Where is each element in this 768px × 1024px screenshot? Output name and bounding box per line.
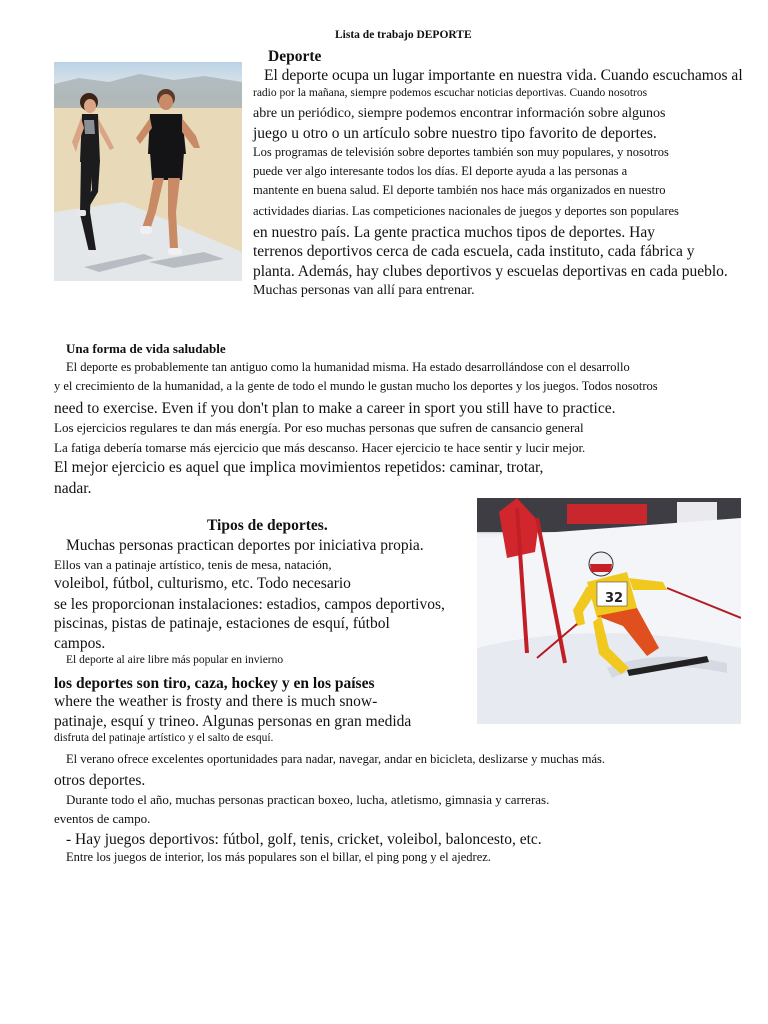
section3-line: piscinas, pistas de patinaje, estaciones de esquí, fútbol: [54, 615, 390, 632]
section1-line: abre un periódico, siempre podemos encontrar información sobre algunos: [253, 106, 666, 121]
skier-photo: [477, 498, 741, 724]
section1-line: en nuestro país. La gente practica muchos tipos de deportes. Hay: [253, 224, 656, 241]
section-heading-tipos: Tipos de deportes.: [207, 517, 328, 534]
section3-line: Durante todo el año, muchas personas practican boxeo, lucha, atletismo, gimnasia y carreras.: [66, 792, 550, 807]
document-title: Lista de trabajo DEPORTE: [335, 29, 472, 41]
section2-line: El mejor ejercicio es aquel que implica movimientos repetidos: caminar, trotar,: [54, 459, 544, 476]
section3-line: - Hay juegos deportivos: fútbol, golf, tenis, cricket, voleibol, baloncesto, etc.: [66, 831, 542, 848]
section2-line: El deporte es probablemente tan antiguo como la humanidad misma. Ha estado desarrollándose con el desarrollo: [66, 360, 630, 374]
section2-line: need to exercise. Even if you don't plan to make a career in sport you still have to practice.: [54, 400, 616, 417]
section3-line: Entre los juegos de interior, los más populares son el billar, el ping pong y el ajedrez.: [66, 850, 491, 864]
section3-line: voleibol, fútbol, culturismo, etc. Todo necesario: [54, 575, 351, 592]
section1-line: puede ver algo interesante todos los días. El deporte ayuda a las personas a: [253, 164, 628, 178]
section1-line: Muchas personas van allí para entrenar.: [253, 283, 475, 298]
section2-line: nadar.: [54, 480, 92, 497]
section3-line: El verano ofrece excelentes oportunidades para nadar, navegar, andar en bicicleta, deslizarse y muchas más.: [66, 752, 606, 766]
section3-line: El deporte al aire libre más popular en invierno: [66, 654, 284, 666]
section3-line: se les proporcionan instalaciones: estadios, campos deportivos,: [54, 596, 445, 613]
section1-line: planta. Además, hay clubes deportivos y escuelas deportivas en cada pueblo.: [253, 263, 728, 280]
section1-line: mantente en buena salud. El deporte también nos hace más organizados en nuestro: [253, 183, 666, 197]
section1-line: terrenos deportivos cerca de cada escuela, cada instituto, cada fábrica y: [253, 243, 695, 260]
section1-line: actividades diarias. Las competiciones nacionales de juegos y deportes son populares: [253, 204, 679, 218]
section1-line: radio por la mañana, siempre podemos escuchar noticias deportivas. Cuando nosotros: [253, 87, 648, 99]
section1-line: Los programas de televisión sobre deportes también son muy populares, y nosotros: [253, 145, 669, 159]
section3-line: Muchas personas practican deportes por iniciativa propia.: [66, 537, 424, 554]
section3-line: Ellos van a patinaje artístico, tenis de mesa, natación,: [54, 557, 332, 572]
section-heading-deporte: Deporte: [268, 48, 322, 65]
section3-line: where the weather is frosty and there is much snow-: [54, 693, 378, 710]
section3-line: los deportes son tiro, caza, hockey y en los países: [54, 675, 375, 692]
section3-line: eventos de campo.: [54, 811, 151, 826]
section3-line: campos.: [54, 635, 106, 652]
section2-line: y el crecimiento de la humanidad, a la gente de todo el mundo le gustan mucho los deportes y los juegos. Todos nosotros: [54, 379, 658, 393]
runners-photo: [54, 62, 242, 281]
section3-line: patinaje, esquí y trineo. Algunas personas en gran medida: [54, 713, 412, 730]
section1-line: El deporte ocupa un lugar importante en nuestra vida. Cuando escuchamos al: [264, 67, 743, 84]
section2-line: Los ejercicios regulares te dan más energía. Por eso muchas personas que sufren de cansancio general: [54, 420, 584, 435]
section3-line: otros deportes.: [54, 772, 146, 789]
skier-bib-number: 32: [605, 591, 624, 606]
section1-line: juego u otro o un artículo sobre nuestro tipo favorito de deportes.: [253, 125, 657, 142]
section2-line: La fatiga debería tomarse más ejercicio que más descanso. Hacer ejercicio te hace sentir y lucir mejor.: [54, 440, 586, 455]
section3-line: disfruta del patinaje artístico y el salto de esquí.: [54, 732, 274, 744]
section-heading-vida-saludable: Una forma de vida saludable: [66, 341, 226, 356]
